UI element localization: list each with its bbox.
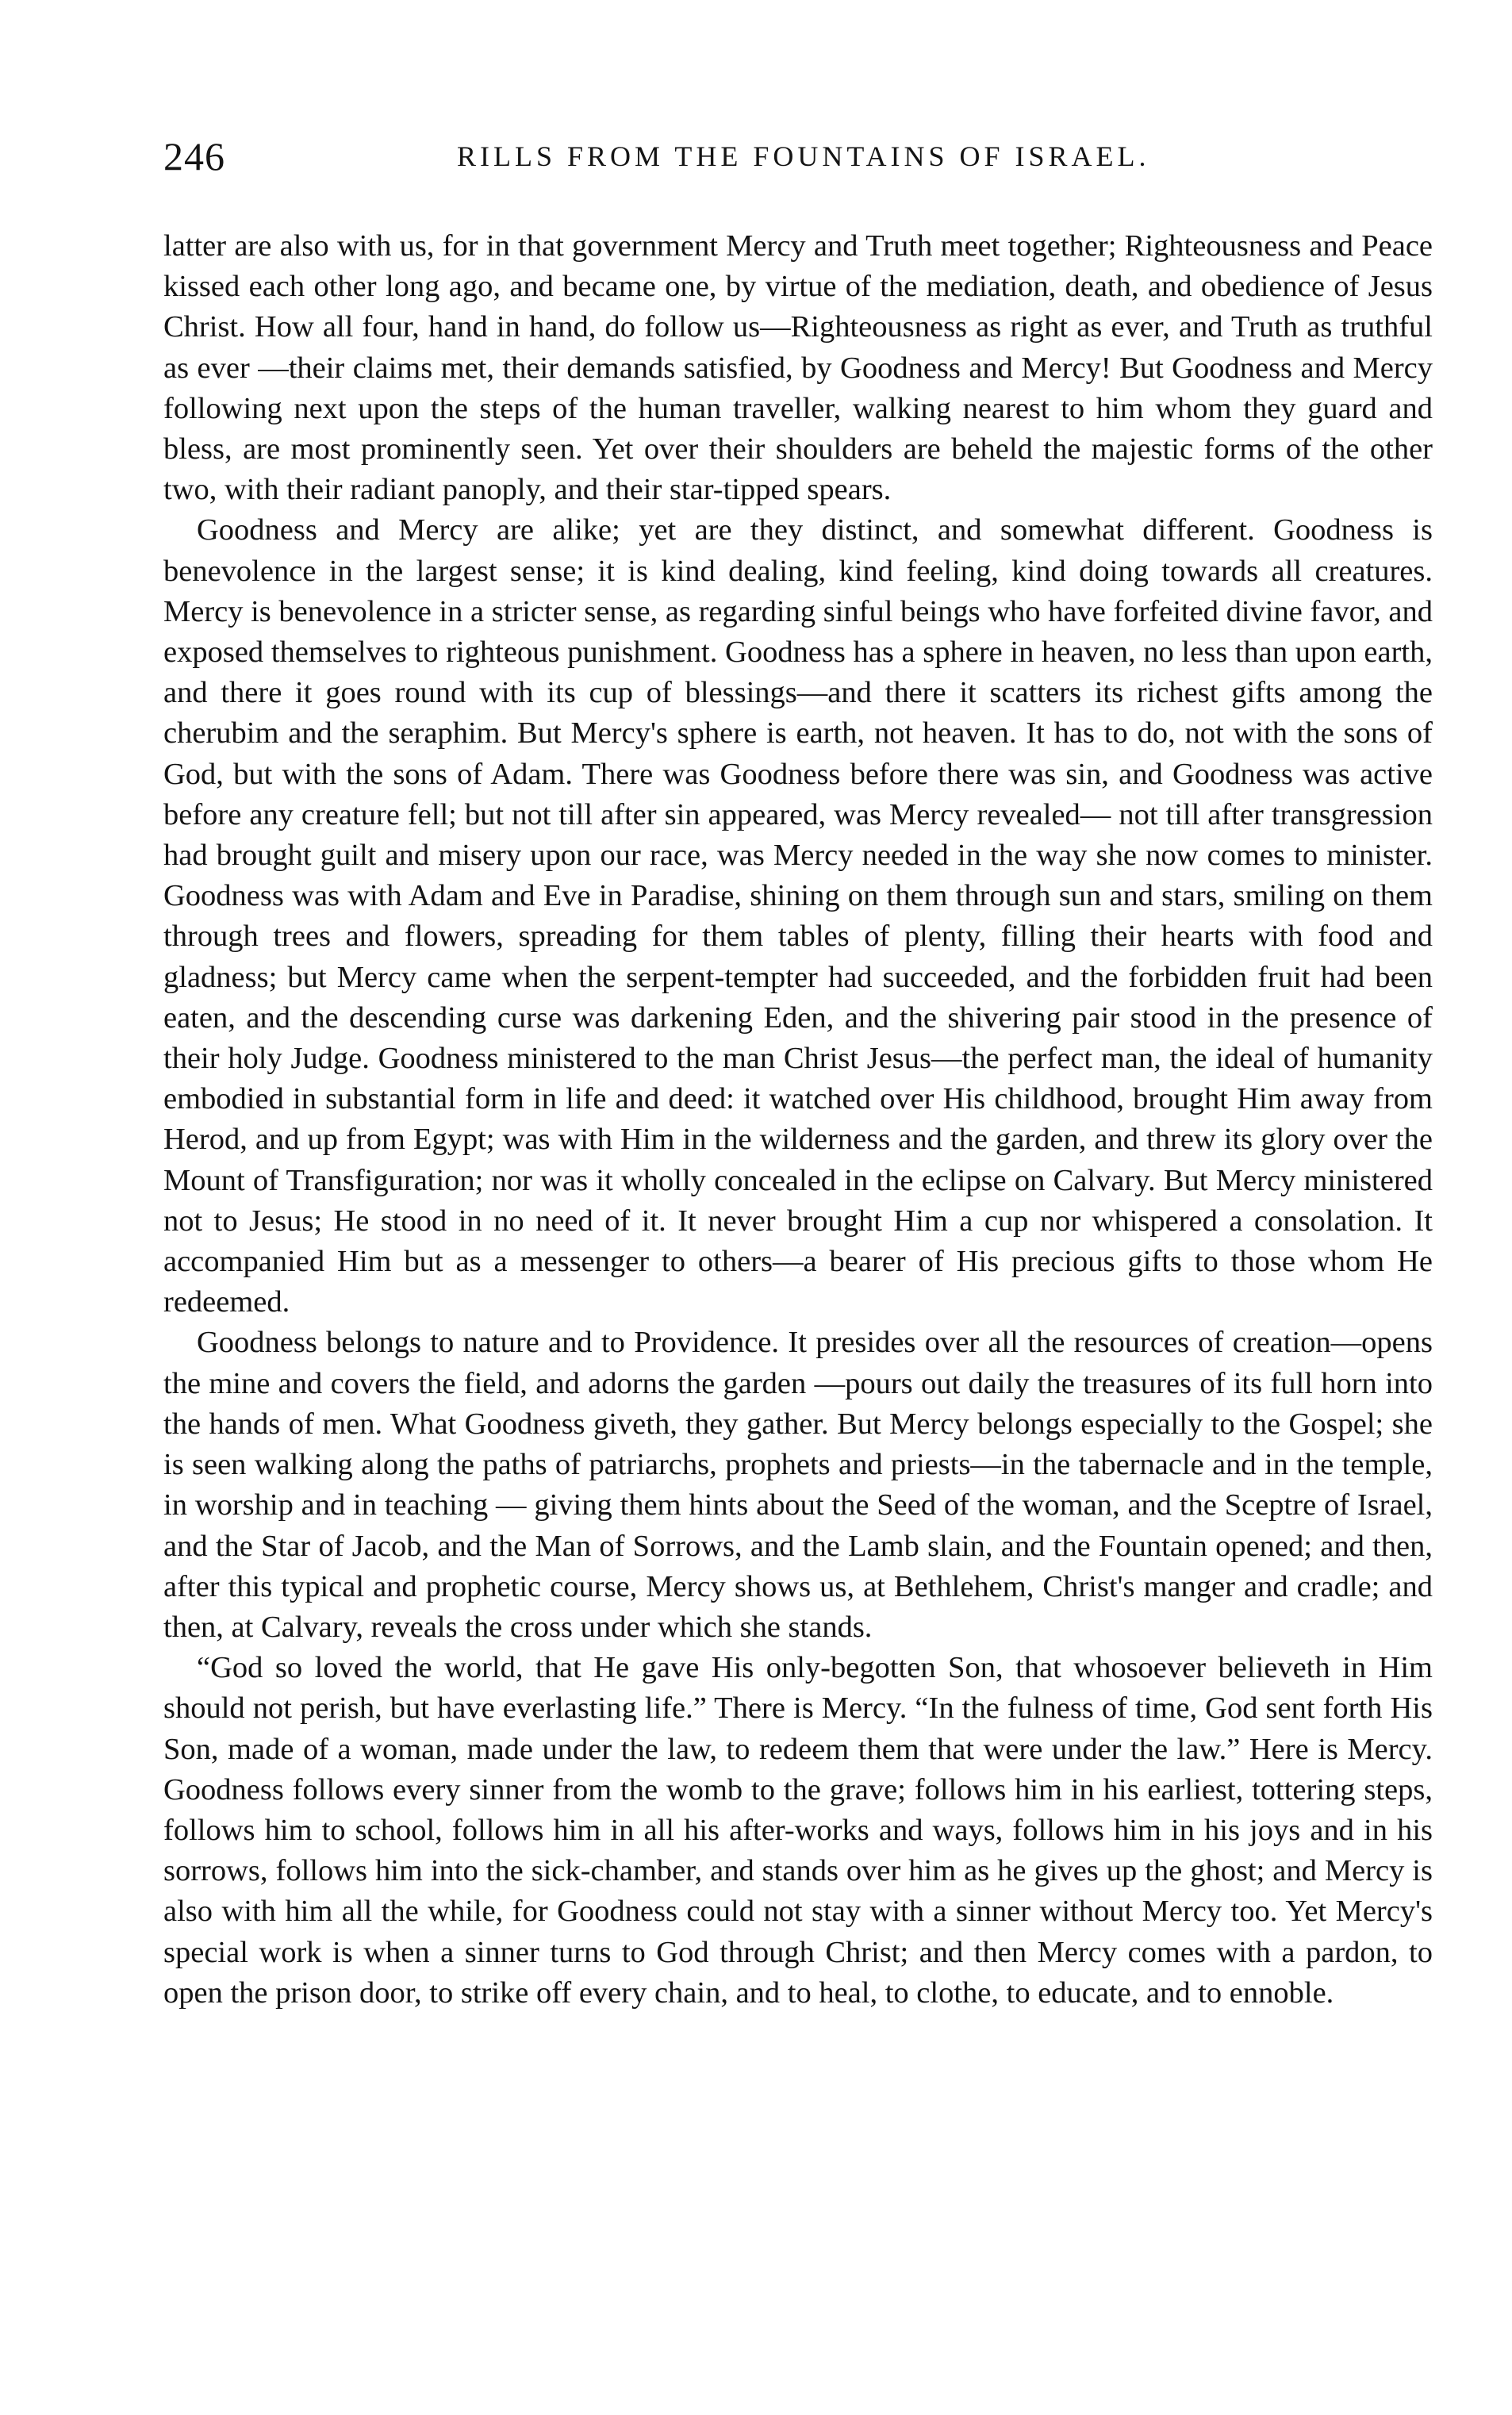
running-head bbox=[163, 133, 1433, 189]
paragraph-4: “God so loved the world, that He gave His only-begotten Son, that whosoever believeth in Him should not perish, but have everlasting life.” There is Mercy. “In the fulness of time, God sent forth His Son, made of a woman, made under the law, to redeem them that were under the law.” Here is Mercy. Goodness follows every sinner from the womb to the grave; follows him in his earliest, tottering steps, follows him to school, follows him in all his after-works and ways, follows him in his joys and in his sorrows, follows him into the sick-chamber, and stands over him as he gives up the ghost; and Mercy is also with him all the while, for Goodness could not stay with a sinner without Mercy too. Yet Mercy's special work is when a sinner turns to God through Christ; and then Mercy comes with a pardon, to open the prison door, to strike off every chain, and to heal, to clothe, to educate, and to ennoble. bbox=[163, 1651, 1433, 2010]
paragraph-3: Goodness belongs to nature and to Providence. It presides over all the resources of creation—opens the mine and covers the field, and adorns the garden —pours out daily the treasures of its full horn into the hands of men. What Goodness giveth, they gather. But Mercy belongs especially to the Gospel; she is seen walking along the paths of patriarchs, prophets and priests—in the tabernacle and in the temple, in worship and in teaching — giving them hints about the Seed of the woman, and the Sceptre of Israel, and the Star of Jacob, and the Man of Sorrows, and the Lamb slain, and the Fountain opened; and then, after this typical and prophetic course, Mercy shows us, at Bethlehem, Christ's manger and cradle; and then, at Calvary, reveals the cross under which she stands. bbox=[163, 1326, 1433, 1644]
paragraph-2: Goodness and Mercy are alike; yet are they distinct, and somewhat different. Goodness is benevolence in the largest sense; it is kind dealing, kind feeling, kind doing towards all creatures. Mercy is benevolence in a stricter sense, as regarding sinful beings who have forfeited divine favor, and exposed themselves to righteous punishment. Goodness has a sphere in heaven, no less than upon earth, and there it goes round with its cup of blessings—and there it scatters its richest gifts among the cherubim and the seraphim. But Mercy's sphere is earth, not heaven. It has to do, not with the sons of God, but with the sons of Adam. There was Goodness before there was sin, and Goodness was active before any creature fell; but not till after sin appeared, was Mercy revealed— not till after transgression had brought guilt and misery upon our race, was Mercy needed in the way she now comes to minister. Goodness was with Adam and Eve in Paradise, shining on them through sun and stars, smiling on them through trees and flowers, spreading for them tables of plenty, filling their hearts with food and gladness; but Mercy came when the serpent-tempter had succeeded, and the forbidden fruit had been eaten, and the descending curse was darkening Eden, and the shivering pair stood in the presence of their holy Judge. Goodness ministered to the man Christ Jesus—the perfect man, the ideal of humanity embodied in substantial form in life and deed: it watched over His childhood, brought Him away from Herod, and up from Egypt; was with Him in the wilderness and the garden, and threw its glory over the Mount of Transfiguration; nor was it wholly concealed in the eclipse on Calvary. But Mercy ministered not to Jesus; He stood in no need of it. It never brought Him a cup nor whispered a consolation. It accompanied Him but as a messenger to others—a bearer of His precious gifts to those whom He redeemed. bbox=[163, 513, 1433, 1319]
page-number: 246 bbox=[163, 134, 225, 179]
paragraph-1: latter are also with us, for in that government Mercy and Truth meet together; Righteousness and Peace kissed each other long ago, and became one, by virtue of the mediation, death, and obedience of Jesus Christ. How all four, hand in hand, do follow us—Righteousness as right as ever, and Truth as truthful as ever —their claims met, their demands satisfied, by Goodness and Mercy! But Goodness and Mercy following next upon the steps of the human traveller, walking nearest to him whom they guard and bless, are most prominently seen. Yet over their shoulders are beheld the majestic forms of the other two, with their radiant panoply, and their star-tipped spears. bbox=[163, 229, 1433, 507]
running-title: RILLS FROM THE FOUNTAINS OF ISRAEL. bbox=[457, 140, 1150, 172]
body-text bbox=[163, 226, 1433, 2014]
